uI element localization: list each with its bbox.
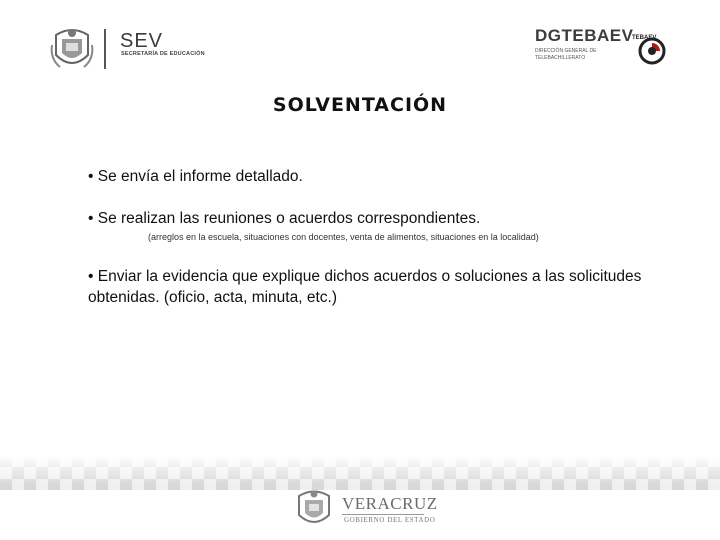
bullet-1: • Se envía el informe detallado. (88, 168, 303, 185)
veracruz-crest-icon (50, 25, 94, 73)
bullet-3: • Enviar la evidencia que explique dichos acuerdos o soluciones a las solicitudes obtenidas. (oficio, acta, minuta, etc.) (88, 268, 642, 306)
veracruz-footer-crest-icon (294, 487, 334, 531)
footer-brand: VERACRUZ (342, 494, 438, 513)
telebachi-logo-text: TEBAEV (632, 35, 657, 41)
dgtebaev-title: DGTEBAEV (535, 26, 634, 45)
sev-subtitle: SECRETARÍA DE EDUCACIÓN (121, 51, 205, 57)
bullet-2: • Se realizan las reuniones o acuerdos correspondientes. (88, 210, 481, 227)
header (0, 0, 720, 100)
sev-title: SEV (120, 30, 164, 52)
footer-brand-subtitle: GOBIERNO DEL ESTADO (344, 516, 436, 524)
slide-title: SOLVENTACIÓN (272, 94, 448, 116)
bullet-2-note: (arreglos en la escuela, situaciones con docentes, venta de alimentos, situaciones en la localidad) (148, 232, 539, 242)
telebachillerato-logo-icon (632, 31, 668, 67)
dgtebaev-subtitle: DIRECCIÓN GENERAL DE TELEBACHILLERATO (535, 48, 597, 61)
footer-divider (342, 514, 424, 515)
header-divider (104, 29, 106, 69)
